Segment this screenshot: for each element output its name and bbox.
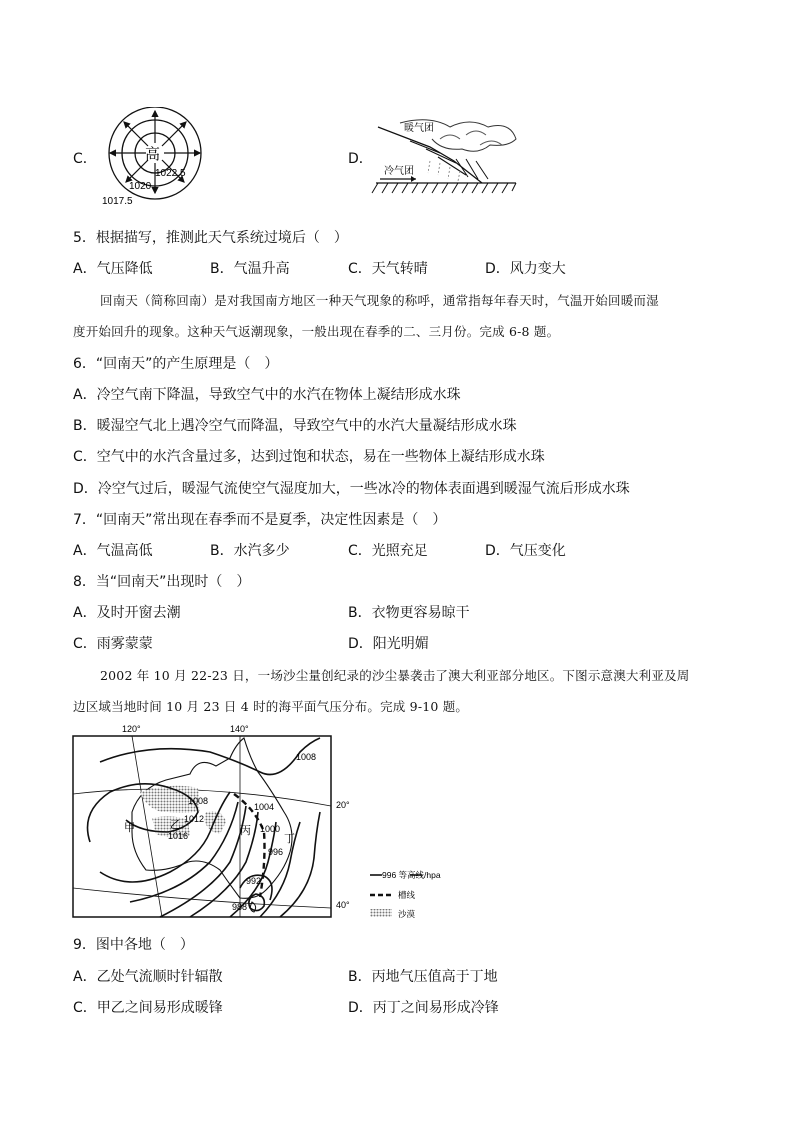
intro-9-10-line2: 边区域当地时间 10 月 23 日 4 时的海平面气压分布。完成 9-10 题。	[73, 699, 469, 714]
q7-option-b[interactable]: B．水汽多少	[210, 543, 290, 559]
q5-option-c[interactable]: C．天气转晴	[348, 261, 428, 277]
q9-option-c[interactable]: C．甲乙之间易形成暖锋	[73, 1000, 223, 1016]
svg-text:1008: 1008	[188, 796, 209, 806]
place-bing: 丙	[240, 825, 251, 837]
q8-option-b[interactable]: B．衣物更容易晾干	[348, 605, 470, 621]
svg-text:996: 996	[268, 847, 284, 857]
intro-6-8-line1: 回南天（简称回南）是对我国南方地区一种天气现象的称呼，通常指每年春天时，气温开始回暖而湿	[100, 293, 659, 308]
q6-option-c[interactable]: C．空气中的水汽含量过多，达到过饱和状态，易在一些物体上凝结形成水珠	[73, 449, 545, 465]
cold-mass-label: 冷气团	[384, 166, 414, 177]
place-yi: 乙	[170, 819, 181, 831]
legend-trough: 槽线	[398, 890, 416, 900]
q7-stem: 7．“回南天”常出现在春季而不是夏季，决定性因素是（ ）	[73, 512, 447, 528]
svg-text:1004: 1004	[254, 802, 275, 812]
place-ding: 丁	[284, 833, 295, 845]
q7-option-c[interactable]: C．光照充足	[348, 543, 428, 559]
svg-text:1008: 1008	[296, 752, 317, 762]
q5-option-a[interactable]: A．气压降低	[73, 261, 153, 277]
q8-option-d[interactable]: D．阳光明媚	[348, 636, 429, 652]
q8-option-a[interactable]: A．及时开窗去潮	[73, 605, 181, 621]
q5-option-b[interactable]: B．气温升高	[210, 261, 290, 277]
option-c-diagram	[100, 107, 210, 207]
q6-option-d[interactable]: D．冷空气过后，暖湿气流使空气湿度加大，一些冰冷的物体表面遇到暖湿气流后形成水珠	[73, 481, 630, 497]
q8-stem: 8．当“回南天”出现时（ ）	[73, 574, 251, 590]
legend-isobar: 996 等高线/hpa	[382, 870, 441, 880]
svg-text:1017.5: 1017.5	[102, 196, 133, 207]
q7-option-d[interactable]: D．气压变化	[485, 543, 566, 559]
svg-text:120°: 120°	[122, 724, 141, 734]
pressure-map	[70, 722, 470, 922]
q6-option-b[interactable]: B．暖湿空气北上遇冷空气而降温，导致空气中的水汽大量凝结形成水珠	[73, 418, 517, 434]
q9-option-a[interactable]: A．乙处气流顺时针辐散	[73, 969, 223, 985]
q8-option-c[interactable]: C．雨雾蒙蒙	[73, 636, 153, 652]
svg-text:1000: 1000	[260, 824, 281, 834]
q6-stem: 6．“回南天”的产生原理是（ ）	[73, 356, 279, 372]
svg-text:140°: 140°	[230, 724, 249, 734]
high-center-label: 高	[145, 146, 161, 163]
svg-text:1022.5: 1022.5	[155, 168, 186, 179]
svg-text:1012: 1012	[184, 814, 205, 824]
q9-option-d[interactable]: D．丙丁之间易形成冷锋	[348, 1000, 499, 1016]
warm-mass-label: 暖气团	[404, 123, 434, 134]
legend-desert: 沙漠	[398, 909, 416, 919]
svg-text:988: 988	[232, 902, 248, 912]
option-d-front-diagram	[370, 117, 520, 199]
option-d-label: D．	[348, 151, 373, 167]
q5-option-d[interactable]: D．风力变大	[485, 261, 566, 277]
svg-text:1016: 1016	[168, 831, 189, 841]
q9-option-b[interactable]: B．丙地气压值高于丁地	[348, 969, 498, 985]
q7-option-a[interactable]: A．气温高低	[73, 543, 153, 559]
option-c-label: C．	[73, 151, 97, 167]
q5-stem: 5．根据描写，推测此天气系统过境后（ ）	[73, 230, 348, 246]
svg-text:1020: 1020	[129, 181, 152, 192]
q9-stem: 9．图中各地（ ）	[73, 937, 194, 953]
svg-text:992: 992	[246, 876, 262, 886]
svg-text:20°: 20°	[336, 800, 350, 810]
intro-6-8-line2: 度开始回升的现象。这种天气返潮现象，一般出现在春季的二、三月份。完成 6-8 题。	[73, 324, 560, 339]
intro-9-10-line1: 2002 年 10 月 22-23 日，一场沙尘量创纪录的沙尘暴袭击了澳大利亚部分地区。下图示意澳大利亚及周	[100, 668, 690, 683]
q6-option-a[interactable]: A．冷空气南下降温，导致空气中的水汽在物体上凝结形成水珠	[73, 387, 461, 403]
svg-text:40°: 40°	[336, 900, 350, 910]
place-jia: 甲	[124, 822, 135, 834]
